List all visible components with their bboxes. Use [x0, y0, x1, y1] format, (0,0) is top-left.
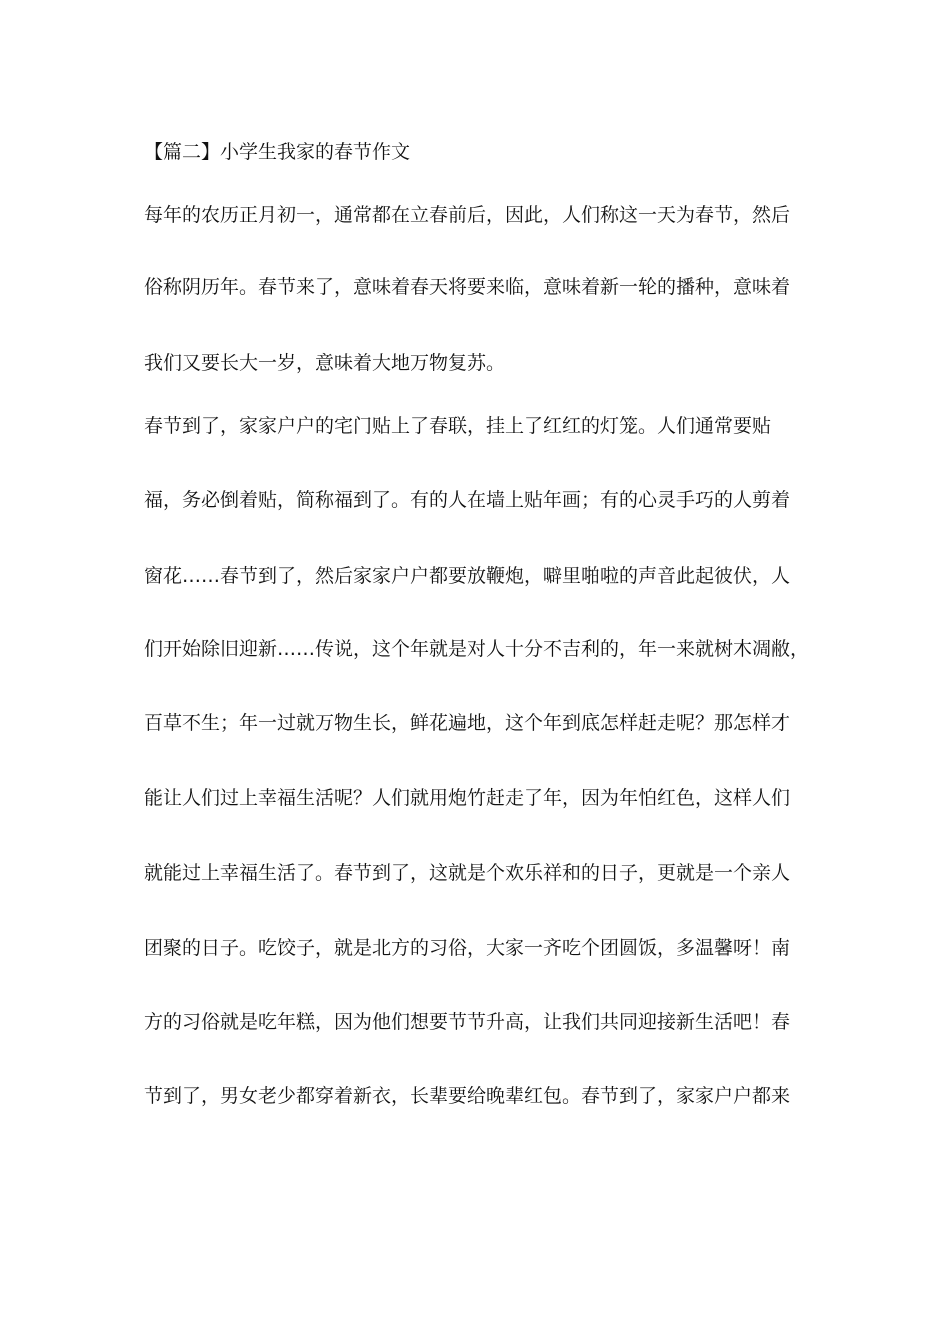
- essay-title: 【篇二】小学生我家的春节作文: [144, 141, 411, 163]
- paragraph-line: 俗称阴历年。春节来了，意味着春天将要来临，意味着新一轮的播种，意味着: [144, 276, 791, 298]
- paragraph-line: 就能过上幸福生活了。春节到了，这就是个欢乐祥和的日子，更就是一个亲人: [144, 862, 791, 884]
- paragraph-line: 我们又要长大一岁，意味着大地万物复苏。: [144, 352, 506, 374]
- paragraph-line: 节到了，男女老少都穿着新衣，长辈要给晚辈红包。春节到了，家家户户都来: [144, 1085, 791, 1107]
- paragraph-line: 春节到了，家家户户的宅门贴上了春联，挂上了红红的灯笼。人们通常要贴: [144, 415, 772, 437]
- paragraph-line: 福，务必倒着贴，简称福到了。有的人在墙上贴年画；有的心灵手巧的人剪着: [144, 489, 791, 511]
- paragraph-line: 能让人们过上幸福生活呢？人们就用炮竹赶走了年，因为年怕红色，这样人们: [144, 787, 791, 809]
- paragraph-line: 团聚的日子。吃饺子，就是北方的习俗，大家一齐吃个团圆饭，多温馨呀！南: [144, 937, 791, 959]
- paragraph-line: 窗花……春节到了，然后家家户户都要放鞭炮，噼里啪啦的声音此起彼伏，人: [144, 565, 791, 587]
- paragraph-line: 方的习俗就是吃年糕，因为他们想要节节升高，让我们共同迎接新生活吧！春: [144, 1011, 791, 1033]
- paragraph-line: 每年的农历正月初一，通常都在立春前后，因此，人们称这一天为春节，然后: [144, 204, 791, 226]
- paragraph-line: 百草不生；年一过就万物生长，鲜花遍地，这个年到底怎样赶走呢？那怎样才: [144, 712, 791, 734]
- paragraph-line: 们开始除旧迎新……传说，这个年就是对人十分不吉利的，年一来就树木凋敝，: [144, 638, 810, 660]
